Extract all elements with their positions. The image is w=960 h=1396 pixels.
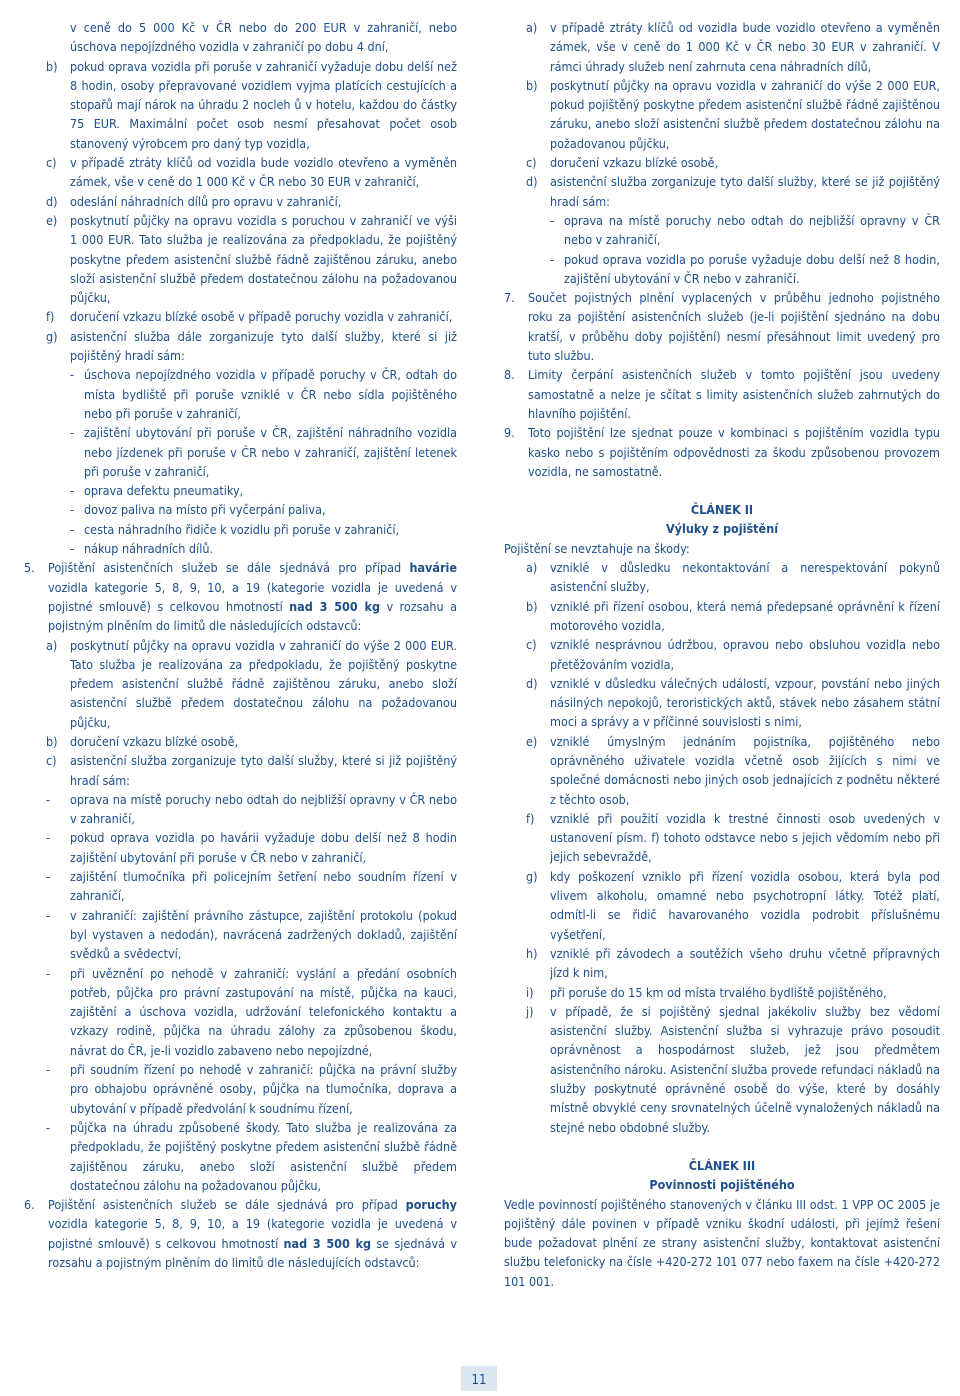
item-label: d) (46, 193, 58, 209)
article-3-title: ČLÁNEK III (688, 1157, 756, 1173)
article-2-title: ČLÁNEK II (690, 502, 754, 518)
list-item: b) poskytnutí půjčky na opravu vozidla v zahraničí do výše 2 000 EUR, pokud pojištěný poskytne předem asistenční službě řádně zajištěnou záruku, anebo složí asistenční službě předem dostatečnou zálohu na požadovanou půjčku, (526, 77, 940, 151)
dash-item: - zajištění tlumočníka při policejním šetření nebo soudním řízení v zahraničí, (46, 869, 457, 904)
list-item (24, 57, 457, 153)
item-label: e) (46, 212, 58, 228)
article-3-text: Vedle povinností pojištěného stanovených v článku III odst. 1 VPP OC 2005 je pojištěný dále povinen v případě vzniku škodní události, při jejímž řešení bude požadovat plnění ze strany asistenční služby, kontaktovat asistenční službu telefonicky na čísle +420-272 101 077 nebo faxem na čísle +420-272 101 001. (504, 1196, 940, 1289)
numbered-item-9: 9. Toto pojištění lze sjednat pouze v kombinaci s pojištěním vozidla typu kasko nebo s pojištěním odpovědnosti za škodu způsobenou provozem vozidla, ne samostatně. (504, 425, 940, 479)
list-item: e) vzniklé úmyslným jednáním pojistníka, pojištěného nebo oprávněného uživatele vozidla včetně osob žijících s nimi ve společné domácnosti nebo jiných osob jednajících z podnětu některé z těchto osob, (526, 733, 940, 807)
dash-item: - zajištění ubytování při poruše v ČR, zajištění náhradního vozidla nebo jízdenek při poruše v ČR nebo v zahraničí, zajištění letenek při poruše v zahraničí, (70, 425, 457, 479)
item-label: f) (46, 309, 55, 325)
item-text: Pojištění asistenčních služeb se dále sjednává pro případ havárie vozidla kategorie 5, 8, 9, 10, a 19 (kategorie vozidla je uvedená v pojistné smlouvě) s celkovou hmotností nad 3 500 kg v rozsahu a pojistným plněním do limitů dle následujících odstavců: (48, 560, 457, 634)
item-number: 6. (24, 1197, 35, 1213)
item-text: doručení vzkazu blízké osobě v případě poruchy vozidla v zahraničí, (70, 309, 453, 325)
list-item: d) vzniklé v důsledku válečných událostí, vzpour, povstání nebo jiných násilných nepokojů, teroristických aktů, stávek nebo zásahem státní moci a správy a v příčinné souvislosti s nimi, (526, 675, 940, 730)
list-item: i) při poruše do 15 km od místa trvalého bydliště pojištěného, (526, 984, 887, 1000)
list-item: b) vzniklé při řízení osobou, která nemá předepsané oprávnění k řízení motorového vozidla, (526, 598, 940, 633)
list-item: j) v případě, že si pojištěný sjednal jakékoliv služby bez vědomí asistenční služby. Asistenční služba si vyhrazuje právo posoudit oprávněnost a hospodárnost služeb, jež jsou předmětem asistenčního nároku. Asistenční služba provede refundaci nákladů na služby poskytnuté oprávněné osobě do výše, které by dosáhly místně obvyklé ceny srovnatelných účelně vynaložených nákladů na stejné nebo obdobné služby. (526, 1003, 940, 1135)
item-text: pokud oprava vozidla při poruše v zahraničí vyžaduje dobu delší než 8 hodin, osoby přepravované vozidlem vyjma platících cestujících a stopařů mají nárok na úhradu 2 nocleh ů v hotelu, každou do částky 75 EUR. Maximální počet osob nesmí přesahovat počet osob stanovený výrobcem pro daný typ vozidla, (70, 58, 457, 151)
list-item: c) asistenční služba zorganizuje tyto další služby, které si již pojištěný hradí sám: (46, 753, 457, 788)
list-item (24, 153, 457, 192)
item-text: odeslání náhradních dílů pro opravu v zahraničí, (70, 193, 342, 209)
dash-item: - nákup náhradních dílů. (70, 541, 214, 557)
dash-item: - cesta náhradního řidiče k vozidlu při poruše v zahraničí, (70, 521, 400, 537)
item-text: poskytnutí půjčky na opravu vozidla s poruchou v zahraničí ve výši 1 000 EUR. Tato služba je realizována za předpokladu, že pojištěný poskytne předem asistenční službě řádně zajištěnou záruku, anebo složí asistenční službě předem dostatečnou zálohu na požadovanou půjčku, (70, 212, 457, 306)
list-item: h) vzniklé při závodech a soutěžích všeho druhu včetně přípravných jízd k nim, (526, 945, 940, 981)
item-label: b) (46, 58, 58, 74)
numbered-item-7: 7. Součet pojistných plnění vyplacených v průběhu jednoho pojistného roku za pojištění asistenčních služeb (je-li pojištění sjednáno na dobu kratší, v průběhu doby pojištění) nesmí přesáhnout limit uvedený pro tuto službu. (504, 290, 940, 364)
list-item: g) kdy poškození vzniklo při řízení vozidla osobou, která byla pod vlivem alkoholu, omamné nebo psychotropní látky. Totéž platí, odmítl-li se řidič havarovaného vozidla podrobit příslušnému vyšetření, (526, 868, 940, 942)
list-item (24, 211, 457, 307)
dash-item: - pokud oprava vozidla po poruše vyžaduje dobu delší než 8 hodin, zajištění ubytování v ČR nebo v zahraničí. (550, 251, 940, 286)
right-column (504, 18, 940, 1291)
dash-item: - oprava defektu pneumatiky, (70, 483, 244, 499)
article-2-intro: Pojištění se nevztahuje na škody: (504, 540, 690, 556)
item-text: asistenční služba dále zorganizuje tyto další služby, které si již pojištěný hradí sám: (70, 328, 457, 364)
list-item (24, 192, 457, 211)
list-item (24, 307, 457, 326)
list-item: a) vzniklé v důsledku nekontaktování a nerespektování pokynů asistenční služby, (526, 560, 940, 595)
dash-item: - při soudním řízení po nehodě v zahraničí: půjčka na právní služby pro obhajobu oprávněné osoby, půjčka na tlumočníka, doprava a ubytování v případě předvolání k soudnímu řízení, (46, 1062, 457, 1116)
list-item: c) doručení vzkazu blízké osobě, (526, 155, 719, 171)
numbered-item-5 (24, 558, 457, 635)
dash-item: - oprava na místě poruchy nebo odtah do nejbližší opravny v ČR nebo v zahraničí, (46, 791, 457, 827)
list-item: a) poskytnutí půjčky na opravu vozidla v zahraničí do výše 2 000 EUR. Tato služba je realizována za předpokladu, že pojištěný poskytne předem asistenční službě řádně zajištěnou záruku, anebo složí asistenční službě předem dostatečnou zálohu na požadovanou půjčku, (46, 637, 457, 730)
numbered-item-6 (24, 1195, 457, 1272)
article-3-subtitle: Povinnosti pojištěného (649, 1177, 795, 1193)
list-item: b) doručení vzkazu blízké osobě, (46, 733, 239, 749)
dash-list (504, 211, 940, 288)
exclusions-list (504, 558, 940, 1137)
paragraph: v ceně do 5 000 Kč v ČR nebo do 200 EUR v zahraničí, nebo úschova nepojízdného vozidla v zahraničí po dobu 4 dní, (70, 20, 457, 55)
numbered-item-8: 8. Limity čerpání asistenčních služeb v tomto pojištění jsou uvedeny samostatně a nelze je sčítat s limity asistenčních služeb zahrnutých do hlavního pojištění. (504, 367, 940, 421)
dash-item: - dovoz paliva na místo při vyčerpání paliva, (70, 502, 326, 518)
list-item (24, 327, 457, 366)
list-item: f) vzniklé při použití vozidla k trestné činnosti osob uvedených v ustanovení písm. f) tohoto odstavce nebo s jejich vědomím nebo při jejich sebevraždě, (526, 810, 940, 865)
page-number: 11 (461, 1366, 497, 1391)
dash-item: - při uvěznění po nehodě v zahraničí: vyslání a předání osobních potřeb, půjčka pro právní zastupování na místě, půjčka na kauci, zajištění a úschova vozidla, udržování telefonického kontaktu a vzkazy rodině, půjčka na úhradu zálohy za způsobenou škodu, návrat do ČR, je-li vozidlo zabaveno nebo nepojízdné, (46, 965, 457, 1058)
item-number: 5. (24, 560, 35, 576)
left-column (24, 18, 457, 1272)
item-label: g) (46, 328, 58, 344)
list-item: d) asistenční služba zorganizuje tyto další služby, které se již pojištěný hradí sám: (526, 174, 940, 209)
dash-list (24, 365, 457, 558)
article-2-subtitle: Výluky z pojištění (665, 521, 779, 537)
dash-list (24, 790, 457, 1195)
list-item: c) vzniklé nesprávnou údržbou, opravou nebo obsluhou vozidla nebo přetěžováním vozidla, (526, 637, 940, 672)
dash-item: - půjčka na úhradu způsobené škody. Tato služba je realizována za předpokladu, že pojištěný poskytne předem asistenční službě řádně zajištěnou záruku, anebo složí asistenční službě předem dostatečnou zálohu na požadovanou půjčku, (46, 1119, 457, 1193)
item-text: Pojištění asistenčních služeb se dále sjednává pro případ poruchy vozidla kategorie 5, 8, 9, 10, a 19 (kategorie vozidla je uvedená v pojistné smlouvě) s celkovou hmotností nad 3 500 kg se sjednává v rozsahu a pojistným plněním do limitů dle následujících odstavců: (48, 1197, 457, 1270)
item-text: v případě ztráty klíčů od vozidla bude vozidlo otevřeno a vyměněn zámek, vše v ceně do 1 000 Kč v ČR nebo 30 EUR v zahraničí, (70, 155, 457, 190)
dash-item: - pokud oprava vozidla po havárii vyžaduje dobu delší než 8 hodin zajištění ubytování při poruše v ČR nebo v zahraničí, (46, 830, 457, 865)
list-item: a) v případě ztráty klíčů od vozidla bude vozidlo otevřeno a vyměněn zámek, vše v ceně do 1 000 Kč v ČR nebo 30 EUR v zahraničí. V rámci úhrady služeb není zahrnuta cena náhradních dílů, (526, 20, 940, 74)
dash-item: - v zahraničí: zajištění právního zástupce, zajištění protokolu (pokud byl vystaven a nedodán), navrácená zadržených dokladů, zajištění svědků a svědectví, (46, 907, 457, 962)
dash-item: - oprava na místě poruchy nebo odtah do nejbližší opravny v ČR nebo v zahraničí, (550, 212, 940, 248)
dash-item: - úschova nepojízdného vozidla v případě poruchy v ČR, odtah do místa bydliště při poruše vzniklé v ČR nebo sídla pojištěného nebo při poruše v zahraničí, (70, 367, 457, 421)
item-label: c) (46, 155, 57, 171)
